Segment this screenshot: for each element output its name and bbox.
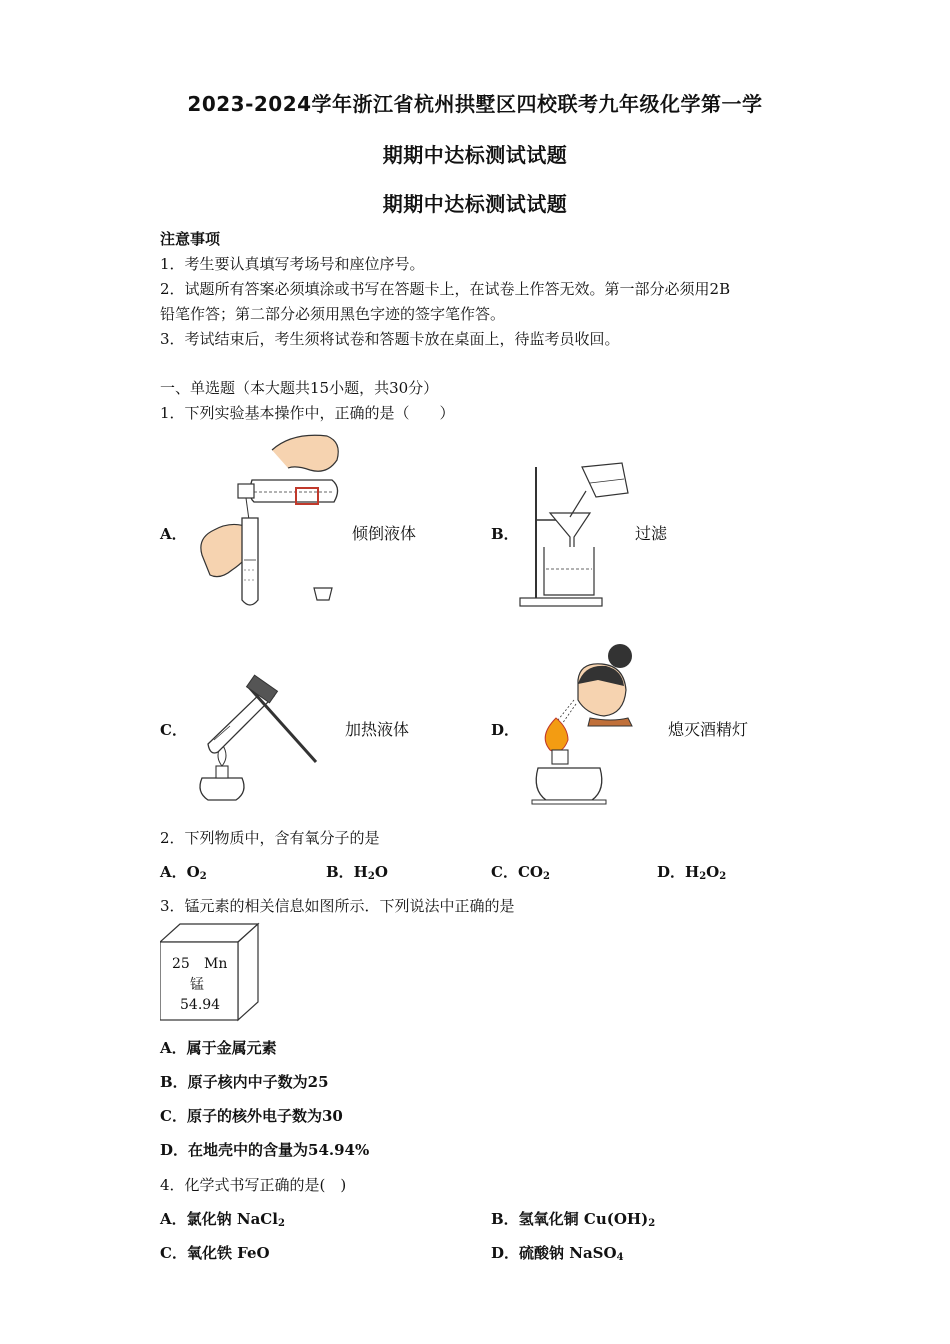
q1-option-a-label: A． <box>160 525 187 543</box>
q4-option-d: D．硫酸钠 NaSO$_4$ <box>491 1244 624 1263</box>
q1-option-c-caption: 加热液体 <box>345 720 410 739</box>
q3-stem: 3．锰元素的相关信息如图所示．下列说法中正确的是 <box>160 897 515 915</box>
q3-option-c: C．原子的核外电子数为30 <box>160 1107 343 1125</box>
q2-option-c: C．$CO_2$ <box>491 863 550 882</box>
filtration-figure <box>516 455 636 610</box>
q1-option-b-label: B． <box>491 525 519 543</box>
q1-stem: 1．下列实验基本操作中，正确的是（ ） <box>160 404 455 422</box>
q4-option-c: C．氧化铁 FeO <box>160 1244 270 1262</box>
pouring-liquid-figure <box>192 430 352 610</box>
q3-option-a: A．属于金属元素 <box>160 1039 277 1057</box>
doc-title-line-3: 期期中达标测试试题 <box>382 192 568 216</box>
doc-title-line-2: 期期中达标测试试题 <box>382 143 568 167</box>
q2-option-a: A．$O_2$ <box>160 863 207 882</box>
notice-heading: 注意事项 <box>160 230 221 248</box>
notice-item-2a: 2．试题所有答案必须填涂或书写在答题卡上，在试卷上作答无效。第一部分必须用2B <box>160 280 731 298</box>
element-mass: 54.94 <box>180 997 221 1013</box>
q4-option-a: A．氯化钠 NaCl$_2$ <box>160 1210 285 1229</box>
manganese-element-card <box>160 922 260 1022</box>
element-symbol: Mn <box>204 956 228 972</box>
q3-option-d: D．在地壳中的含量为54.94% <box>160 1141 370 1159</box>
q1-option-d-caption: 熄灭酒精灯 <box>668 720 749 739</box>
q1-option-c-label: C． <box>160 721 187 739</box>
element-name: 锰 <box>190 977 204 993</box>
q4-option-b: B．氢氧化铜 $Cu(OH)_2$ <box>491 1210 656 1229</box>
q4-stem: 4．化学式书写正确的是( ) <box>160 1176 347 1194</box>
q1-option-d-label: D． <box>491 721 520 739</box>
doc-title-line-1: 2023-2024学年浙江省杭州拱墅区四校联考九年级化学第一学 <box>187 92 763 116</box>
q2-option-b: B．$H_2O$ <box>326 863 388 882</box>
section-heading: 一、单选题（本大题共15小题，共30分） <box>160 379 439 397</box>
blowing-out-lamp-figure <box>528 640 644 806</box>
q2-stem: 2．下列物质中，含有氧分子的是 <box>160 829 380 847</box>
q1-option-a-caption: 倾倒液体 <box>352 524 417 543</box>
q1-option-b-caption: 过滤 <box>635 524 668 543</box>
notice-item-2b: 铅笔作答；第二部分必须用黑色字迹的签字笔作答。 <box>160 305 506 323</box>
q3-option-b: B．原子核内中子数为25 <box>160 1073 329 1091</box>
element-number: 25 <box>172 956 190 972</box>
notice-item-1: 1．考生要认真填写考场号和座位序号。 <box>160 255 425 273</box>
notice-item-3: 3．考试结束后，考生须将试卷和答题卡放在桌面上，待监考员收回。 <box>160 330 620 348</box>
q2-option-d: D．$H_2O_2$ <box>657 863 727 882</box>
heating-liquid-figure <box>188 674 328 806</box>
